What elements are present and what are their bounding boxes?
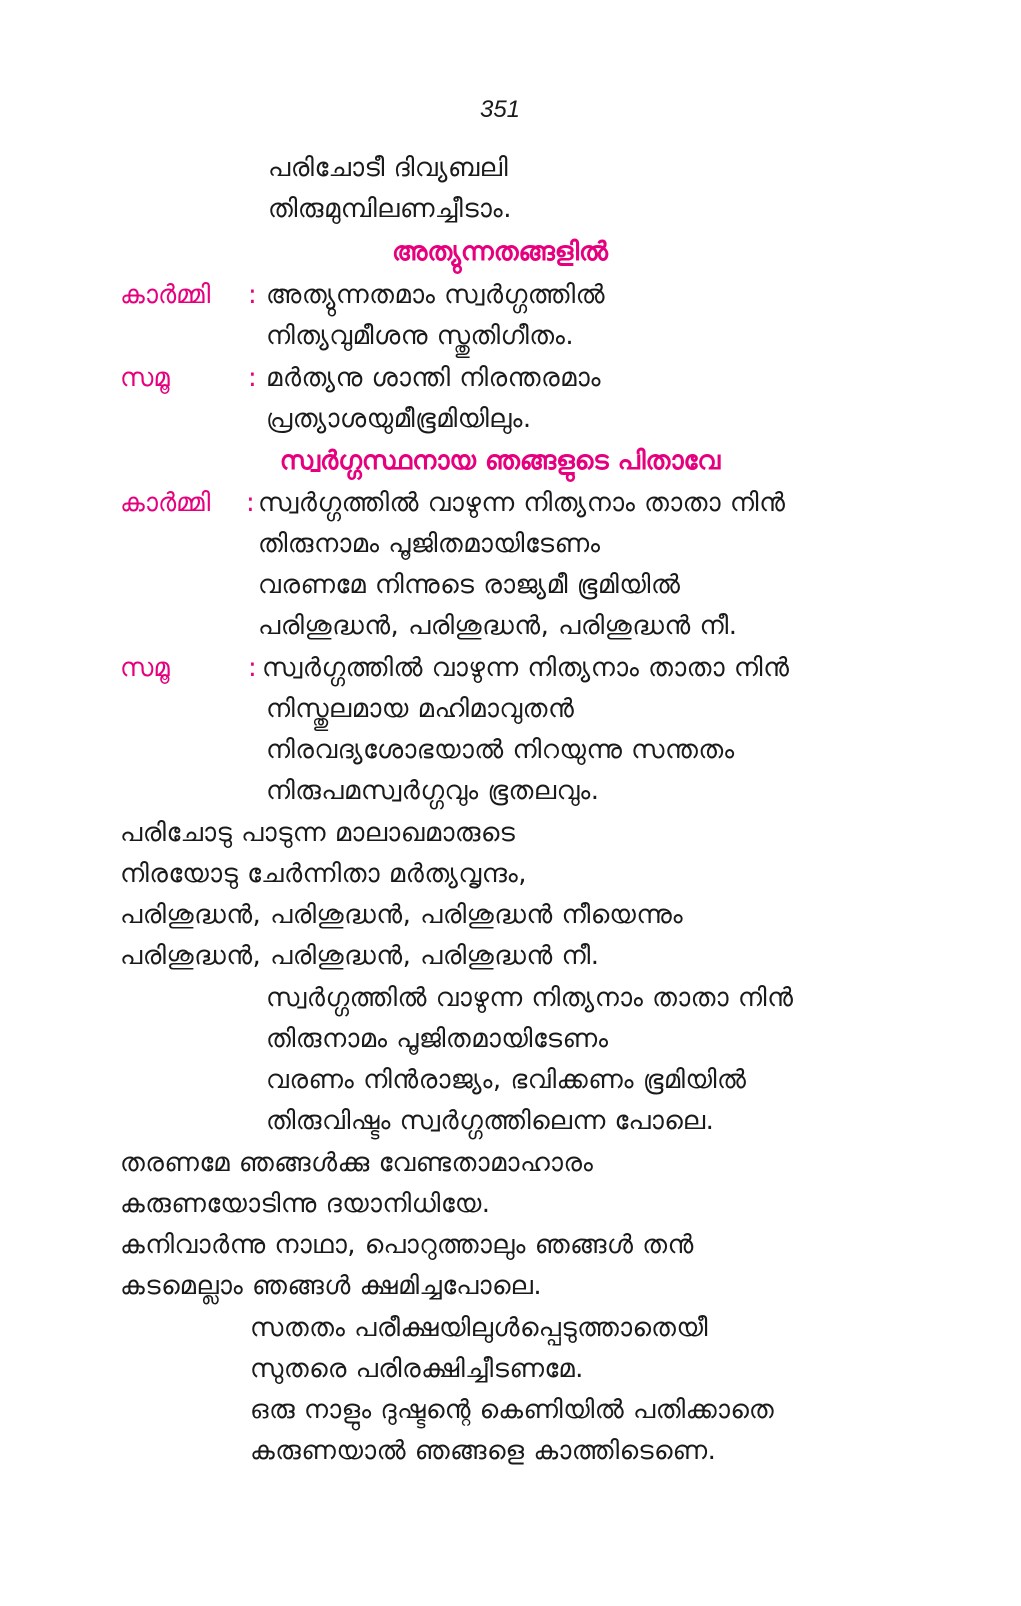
text-line: ഒരു നാളും ദുഷ്ടന്റെ കെണിയിൽ പതിക്കാതെ bbox=[250, 1395, 775, 1425]
text-line: സ്വർഗ്ഗത്തിൽ വാഴുന്ന നിത്യനാം താതാ നിൻ bbox=[266, 983, 794, 1013]
text-line: സ്വർഗ്ഗത്തിൽ വാഴുന്ന നിത്യനാം താതാ നിൻ bbox=[262, 653, 790, 683]
text-line: നിസ്തുലമായ മഹിമാവുതൻ bbox=[266, 694, 575, 724]
speaker-label: കാർമ്മി bbox=[120, 280, 211, 310]
text-line: പരിചോടു പാടുന്ന മാലാഖമാരുടെ bbox=[120, 818, 516, 848]
speaker-colon: : bbox=[248, 653, 257, 683]
text-line: തിരുനാമം പൂജിതമായിടേണം bbox=[258, 529, 601, 559]
section-heading: അത്യുന്നതങ്ങളിൽ bbox=[392, 237, 608, 267]
text-line: കരുണയോടിന്നു ദയാനിധിയേ. bbox=[120, 1189, 491, 1219]
text-line: തിരുവിഷ്ടം സ്വർഗ്ഗത്തിലെന്ന പോലെ. bbox=[266, 1106, 715, 1136]
text-line: മർത്യനു ശാന്തി നിരന്തരമാം bbox=[266, 363, 602, 393]
text-line: വരണമേ നിന്നുടെ രാജ്യമീ ഭൂമിയിൽ bbox=[258, 570, 681, 600]
text-line: സ്വർഗ്ഗത്തിൽ വാഴുന്ന നിത്യനാം താതാ നിൻ bbox=[258, 488, 786, 518]
text-line: കടമെല്ലാം ഞങ്ങൾ ക്ഷമിച്ചപോലെ. bbox=[120, 1271, 543, 1301]
text-line: വരണം നിൻരാജ്യം, ഭവിക്കണം ഭൂമിയിൽ bbox=[266, 1065, 747, 1095]
text-line: നിരവദ്യശോഭയാൽ നിറയുന്നു സന്തതം bbox=[266, 735, 735, 765]
text-line: പരിശുദ്ധൻ, പരിശുദ്ധൻ, പരിശുദ്ധൻ നീയെന്നും bbox=[120, 900, 684, 930]
text-line: കരുണയാൽ ഞങ്ങളെ കാത്തിടെണെ. bbox=[250, 1436, 717, 1466]
text-line: പരിശുദ്ധൻ, പരിശുദ്ധൻ, പരിശുദ്ധൻ നീ. bbox=[120, 941, 600, 971]
speaker-colon: : bbox=[248, 363, 257, 393]
page-number: 351 bbox=[479, 96, 521, 123]
section-heading: സ്വർഗ്ഗസ്ഥനായ ഞങ്ങളുടെ പിതാവേ bbox=[279, 446, 721, 476]
speaker-label: സമൂ bbox=[120, 363, 170, 393]
text-line: പരിചോടീ ദിവ്യബലി bbox=[268, 153, 509, 183]
text-line: അത്യുന്നതമാം സ്വർഗ്ഗത്തിൽ bbox=[266, 280, 606, 310]
text-line: നിരുപമസ്വർഗ്ഗവും ഭൂതലവും. bbox=[266, 776, 600, 806]
speaker-colon: : bbox=[246, 488, 255, 518]
text-line: കനിവാർന്നു നാഥാ, പൊറുത്താലും ഞങ്ങൾ തൻ bbox=[120, 1230, 694, 1260]
text-line: സതതം പരീക്ഷയിലുൾപ്പെടുത്താതെയീ bbox=[250, 1313, 709, 1343]
text-line: പ്രത്യാശയുമീഭൂമിയിലും. bbox=[266, 404, 532, 434]
text-line: നിത്യവുമീശനു സ്തുതിഗീതം. bbox=[266, 321, 575, 351]
text-line: തരണമേ ഞങ്ങൾക്കു വേണ്ടതാമാഹാരം bbox=[120, 1148, 594, 1178]
text-line: പരിശുദ്ധൻ, പരിശുദ്ധൻ, പരിശുദ്ധൻ നീ. bbox=[258, 611, 738, 641]
text-line: തിരുനാമം പൂജിതമായിടേണം bbox=[266, 1024, 609, 1054]
speaker-label: കാർമ്മി bbox=[120, 488, 211, 518]
speaker-label: സമൂ bbox=[120, 653, 170, 683]
text-line: സുതരെ പരിരക്ഷിച്ചീടണമേ. bbox=[250, 1354, 584, 1384]
speaker-colon: : bbox=[248, 280, 257, 310]
text-line: നിരയോടു ചേർന്നിതാ മർത്യവൃന്ദം, bbox=[120, 859, 528, 889]
text-line: തിരുമുമ്പിലണച്ചീടാം. bbox=[268, 194, 512, 224]
